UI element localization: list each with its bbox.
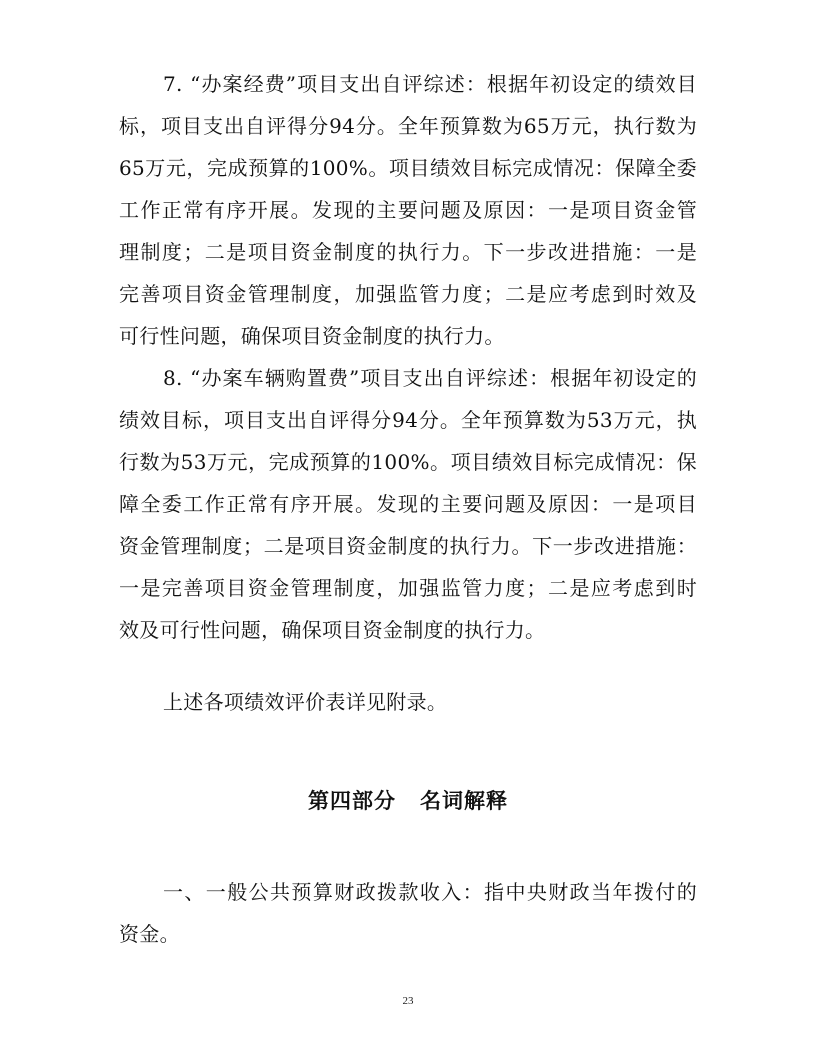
text-line: 8. “办案车辆购置费”项目支出自评综述：根据年初设定的 [163,366,697,390]
text-line: 标，项目支出自评得分94分。全年预算数为65万元，执行数为 [119,114,697,138]
text-line: 65万元，完成预算的100%。项目绩效目标完成情况：保障全委 [119,156,697,180]
page-number: 23 [402,995,414,1007]
text-line: 效及可行性问题，确保项目资金制度的执行力。 [119,618,546,642]
section-heading [0,788,816,814]
text-line: 一、一般公共预算财政拨款收入：指中央财政当年拨付的 [163,880,697,904]
text-line: 完善项目资金管理制度，加强监管力度；二是应考虑到时效及 [119,282,697,306]
text-line: 绩效目标，项目支出自评得分94分。全年预算数为53万元，执 [119,408,697,432]
text-line: 可行性问题，确保项目资金制度的执行力。 [119,324,505,348]
text-line: 工作正常有序开展。发现的主要问题及原因：一是项目资金管 [119,198,697,222]
section-part-label: 第四部分 [308,789,396,813]
text-line: 7. “办案经费”项目支出自评综述：根据年初设定的绩效目 [163,72,697,96]
appendix-note: 上述各项绩效评价表详见附录。 [163,690,448,714]
text-line: 一是完善项目资金管理制度，加强监管力度；二是应考虑到时 [119,576,697,600]
section-name-label: 名词解释 [420,789,508,813]
text-line: 资金。 [119,922,180,946]
text-line: 资金管理制度；二是项目资金制度的执行力。下一步改进措施： [119,534,697,558]
text-line: 障全委工作正常有序开展。发现的主要问题及原因：一是项目 [119,492,697,516]
text-line: 理制度；二是项目资金制度的执行力。下一步改进措施：一是 [119,240,697,264]
text-line: 行数为53万元，完成预算的100%。项目绩效目标完成情况：保 [119,450,697,474]
